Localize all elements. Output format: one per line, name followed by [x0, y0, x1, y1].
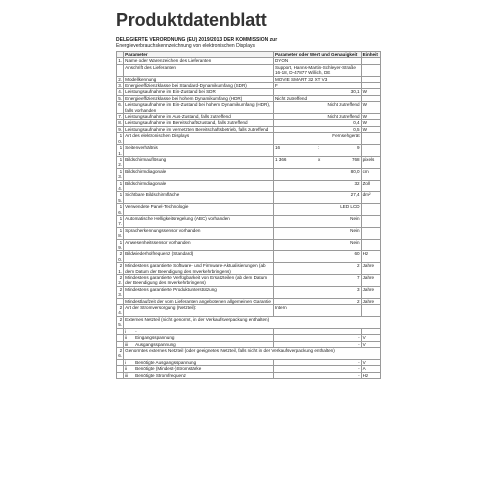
row-unit: Hz [361, 251, 380, 263]
row-value: Nicht zutreffend [273, 95, 361, 101]
table-row [117, 227, 381, 239]
table-row [117, 305, 381, 317]
page-title: Produktdatenblatt [116, 10, 267, 30]
row-number: 26. [118, 347, 123, 359]
row-number: 2. [118, 76, 123, 82]
row-unit [361, 239, 380, 251]
table-row [117, 263, 381, 275]
row-value: 0,4 [273, 120, 361, 126]
row-unit [361, 133, 380, 145]
row-unit: W [361, 120, 380, 126]
row-unit: W [361, 126, 380, 132]
row-parameter: Modellkennung [124, 76, 274, 82]
row-number [117, 64, 124, 76]
subrow-roman: ii [125, 366, 128, 372]
subrow-value: - [273, 335, 361, 341]
table-row [117, 102, 381, 114]
row-unit: Jahre [361, 286, 380, 298]
row-value: 30,1 [273, 89, 361, 95]
subrow-unit: A [361, 366, 380, 372]
row-number: 19. [118, 239, 123, 250]
subrow-unit: Hz [361, 372, 380, 378]
table-row [117, 239, 381, 251]
row-unit: cm [361, 168, 380, 180]
table-row [117, 64, 381, 76]
subrow-roman: iii [125, 341, 129, 347]
row-value: Nicht zutreffend [273, 114, 361, 120]
row-value-b: 768 [351, 156, 360, 162]
row-value-a: 16 [274, 145, 281, 151]
row-group-text: Externes Netzteil (nicht genormt, in der Verkaufsverpackung enthalten) [124, 316, 381, 328]
subrow-roman: i [125, 359, 127, 365]
regulation-line-2: Energieverbrauchskennzeichnung von elektronischen Displays [116, 43, 255, 49]
subrow-parameter [124, 372, 274, 378]
row-unit: Jahre [361, 263, 380, 275]
row-number: 8. [118, 120, 123, 126]
row-unit [361, 204, 380, 216]
row-parameter: Art der Stromversorgung (Netzteil): [124, 305, 274, 317]
row-parameter: Energieeffizienzklasse bei Standard-Dynamikumfang (SDR) [124, 83, 274, 89]
row-value: Nicht zutreffend [273, 102, 361, 114]
row-unit [361, 215, 380, 227]
row-unit: W [361, 89, 380, 95]
row-parameter: Energieeffizienzklasse bei hohem Dynamikumfang (HDR) [124, 95, 274, 101]
row-parameter: Verwendete Panel-Technologie [124, 204, 274, 216]
table-row [117, 204, 381, 216]
row-number: 17. [118, 215, 123, 227]
row-value: Fernsehgerät [273, 133, 361, 145]
row-number-empty [117, 372, 124, 378]
subrow-label: Benötigte Ausgangsspannung [135, 359, 197, 365]
table-row [117, 156, 381, 168]
row-number: 20. [118, 251, 123, 262]
row-parameter: Anwesenheitssensor vorhanden [124, 239, 274, 251]
subrow-label: Ausgangsspannung [135, 341, 176, 347]
row-value: 3 [273, 286, 361, 298]
row-number: 16. [118, 204, 123, 215]
row-unit: Jahre [361, 298, 380, 304]
row-value-b: 9 [357, 145, 360, 151]
row-group-text: Genormtes externes Netzteil (oder geeignetes Netzteil, falls nicht in der Verkaufsverpackung enthalten) [124, 347, 381, 359]
row-unit: Jahre [361, 275, 380, 287]
row-number: 22. [118, 275, 123, 286]
row-number: 25. [118, 316, 123, 328]
row-value: 60 [273, 251, 361, 263]
row-number: 18. [118, 227, 123, 239]
subrow-value: - [273, 372, 361, 378]
row-number: 21. [118, 263, 123, 274]
table-subrow [117, 372, 381, 378]
header-unit: Einheit [361, 52, 380, 58]
subrow-unit: V [361, 341, 380, 347]
table-row [117, 275, 381, 287]
subrow-unit: V [361, 335, 380, 341]
row-parameter: Leistungsaufnahme im Ein-Zustand bei hohem Dynamikumfang (HDR), falls vorhanden [124, 102, 274, 114]
header-parameter: Parameter [124, 52, 274, 58]
subrow-label: Eingangsspannung [135, 335, 175, 341]
subrow-roman: iii [125, 372, 129, 378]
table-row [117, 168, 381, 180]
row-number: 1. [118, 58, 123, 64]
table-row [117, 133, 381, 145]
table-row [117, 180, 381, 192]
row-number: 24. [118, 305, 123, 316]
row-value: Nein [273, 215, 361, 227]
row-value: 80,0 [273, 168, 361, 180]
row-number: 10. [118, 133, 123, 144]
row-value: 2 [273, 298, 361, 304]
subrow-roman: i [125, 328, 127, 334]
row-unit: Zoll [361, 180, 380, 192]
row-parameter: Leistungsaufnahme im vernetzten Bereitschaftsbetrieb, falls zutreffend [124, 126, 274, 132]
row-unit [361, 227, 380, 239]
row-parameter: Art des elektronischen Displays [124, 133, 274, 145]
row-value: DYON [273, 58, 361, 64]
row-parameter: Leistungsaufnahme im Aus-Zustand, falls zutreffend [124, 114, 274, 120]
row-parameter: Mindestens garantierte Produktunterstützung [124, 286, 274, 298]
row-unit [361, 145, 380, 157]
row-number: 15. [118, 192, 123, 203]
row-number: 14. [118, 180, 123, 191]
row-parameter: Bildschirmauflösung [124, 156, 274, 168]
row-value: 27,4 [273, 192, 361, 204]
row-value-sep: : [317, 145, 320, 151]
row-unit: dm² [361, 192, 380, 204]
table-row [117, 251, 381, 263]
row-parameter: Bildschirmdiagonale [124, 168, 274, 180]
row-parameter: Seitenverhältnis [124, 145, 274, 157]
subrow-value: - [273, 359, 361, 365]
row-value: MOVIE SMART 32 XT V3 [273, 76, 361, 82]
table-row-group-header [117, 347, 381, 359]
row-number: 5. [118, 95, 123, 101]
row-value [273, 156, 361, 168]
row-number: 23. [118, 286, 123, 298]
row-parameter: Mindestlaufzeit der vom Lieferanten angebotenen allgemeinen Garantie [124, 298, 274, 304]
row-unit [361, 64, 380, 76]
row-value: F [273, 83, 361, 89]
subrow-value: - [273, 341, 361, 347]
subrow-value: - [273, 366, 361, 372]
row-unit [361, 305, 380, 317]
row-parameter: Bildschirmdiagonale [124, 180, 274, 192]
header-value: Parameter oder Wert und Genauigkeit [273, 52, 361, 58]
row-unit: W [361, 102, 380, 114]
row-unit: W [361, 114, 380, 120]
row-value: Support, Hanns-Martin-Schleyer-Straße 16-18, D-47877 Willich, DE [273, 64, 361, 76]
subrow-label: Benötigte Stromfrequenz [135, 372, 186, 378]
row-parameter: Mindestens garantierte Software- und Firmware-Aktualisierungen (ab dem Datum der Beendigung des Inverkehrbringens) [124, 263, 274, 275]
row-number: 3. [118, 83, 123, 89]
row-value-sep: x [318, 156, 321, 162]
row-parameter: Automatische Helligkeitsregelung (ABC) vorhanden [124, 215, 274, 227]
row-number: 11. [118, 145, 123, 156]
row-number: 13. [118, 168, 123, 180]
row-number: 7. [118, 114, 123, 120]
subrow-roman: ii [125, 335, 128, 341]
row-value: 32 [273, 180, 361, 192]
row-value: 0,5 [273, 126, 361, 132]
row-parameter: Mindestens garantierte Verfügbarkeit von Ersatzteilen (ab dem Datum der Beendigung des Inverkehrbringens) [124, 275, 274, 287]
row-value: Nein [273, 239, 361, 251]
row-parameter: Spracherkennungssensor vorhanden [124, 227, 274, 239]
row-value: 7 [273, 275, 361, 287]
regulation-line-1: DELEGIERTE VERORDNUNG (EU) 2019/2013 DER KOMMISSION zur [116, 37, 278, 43]
table-row-group-header [117, 316, 381, 328]
row-number: 4. [118, 89, 123, 95]
row-parameter: Bildwiederholfrequenz (Standard) [124, 251, 274, 263]
row-parameter: Sichtbare Bildschirmfläche [124, 192, 274, 204]
row-number: 9. [118, 126, 123, 132]
row-value: Nein [273, 227, 361, 239]
subrow-unit: V [361, 359, 380, 365]
subrow-label: Benötigte (Mindest-)Stromstärke [135, 366, 202, 372]
row-parameter: Leistungsaufnahme im Bereitschaftszustand, falls zutreffend [124, 120, 274, 126]
row-unit: pixels [361, 156, 380, 168]
row-parameter: Leistungsaufnahme im Ein-Zustand bei SDR [124, 89, 274, 95]
table-row [117, 192, 381, 204]
row-value: 2 [273, 263, 361, 275]
row-value: LED LCD [273, 204, 361, 216]
row-number: 6. [117, 102, 124, 114]
data-table [116, 51, 381, 379]
subrow-label: - [135, 328, 137, 334]
table-row [117, 145, 381, 157]
row-parameter: Anschrift des Lieferanten [124, 64, 274, 76]
row-value: Intern [273, 305, 361, 317]
table-row [117, 286, 381, 298]
row-value-a: 1 366 [274, 156, 287, 162]
row-number: 12. [118, 156, 123, 168]
row-parameter: Name oder Warenzeichen des Lieferanten [124, 58, 274, 64]
row-value [273, 145, 361, 157]
table-row [117, 215, 381, 227]
